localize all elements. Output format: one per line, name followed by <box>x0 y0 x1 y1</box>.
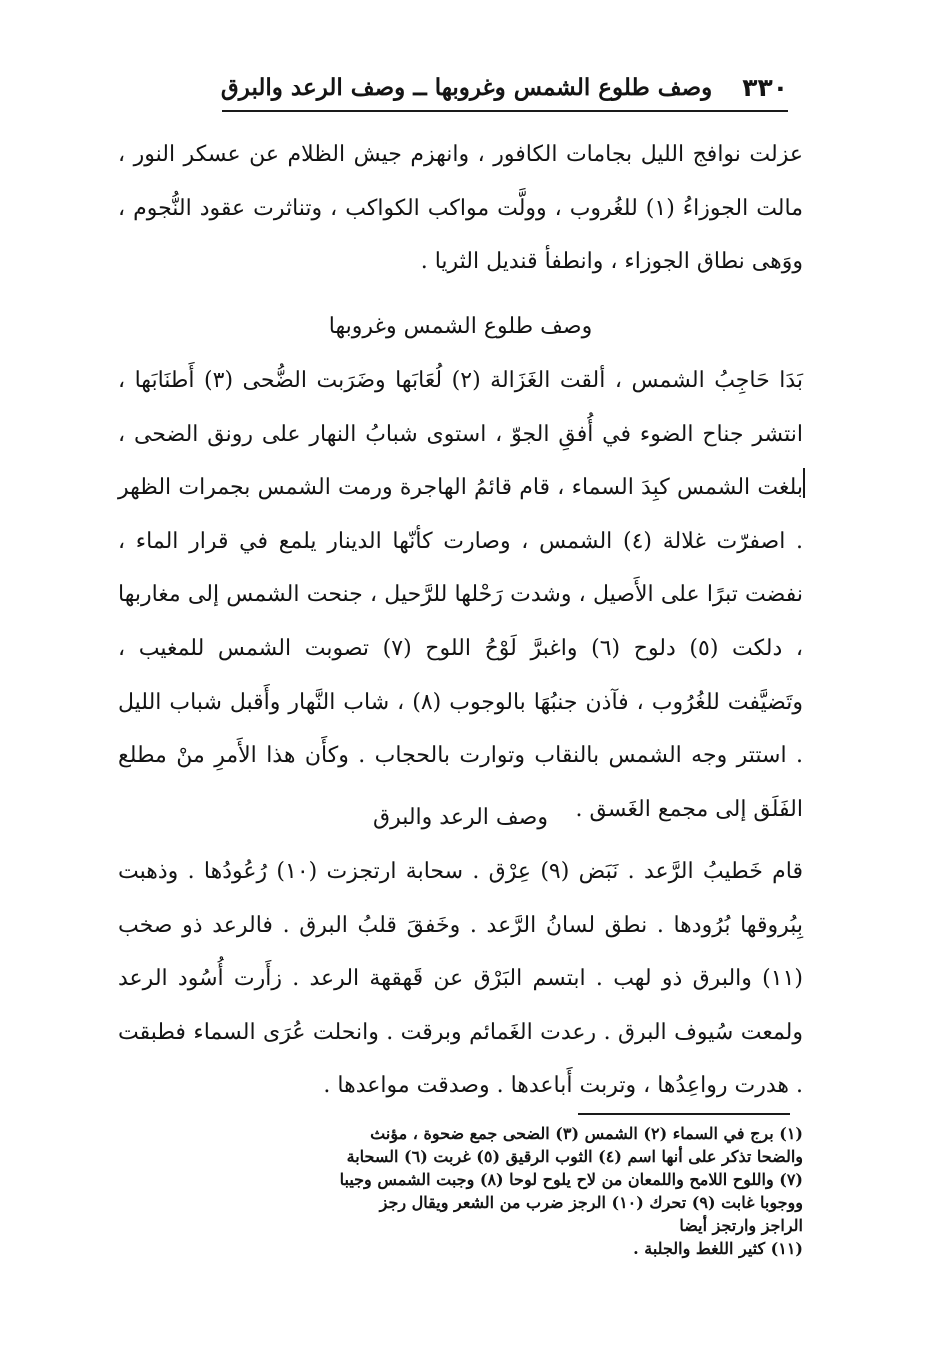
footnote-line: ووجوبا غابت (٩) تحرك (١٠) الرجز ضرب من الشعر ويقال رجز <box>379 1193 803 1212</box>
footnote-line: الراجز وارتجز أيضا <box>679 1216 803 1235</box>
page-number: ٣٣٠ <box>742 72 788 102</box>
footnote-rule <box>578 1113 790 1115</box>
footnotes <box>118 1122 803 1260</box>
section-heading-thunder: وصف الرعد والبرق <box>373 805 548 830</box>
margin-bracket-mark <box>803 468 805 498</box>
running-head-title: وصف طلوع الشمس وغروبها ــ وصف الرعد والبرق <box>220 73 713 101</box>
header-rule <box>222 110 788 112</box>
thunder-paragraph: قام خَطيبُ الرَّعد . نَبَض (٩) عِرْق . سحابة ارتجزت (١٠) رُعُودُها . وذهبت بِبُروقها بُرُودها . نطق لسانُ الرَّعد . وخَفقَ قلبُ البرق . فالرعد ذو صخب (١١) والبرق ذو لهب . ابتسم البَرْق عن قَهقهة الرعد . زأَرت أُسُود الرعد ولمعت سُيوف البرق . رعدت الغَمائم وبرقت . وانحلت عُرَى السماء فطبقت . هدرت رواعِدُها ، وتربت أَباعدها . وصدقت مواعدها . <box>118 859 803 1099</box>
footnote-line: (١١) كثير اللغط والجلبة . <box>633 1239 803 1258</box>
section-heading-sun: وصف طلوع الشمس وغروبها <box>328 314 593 339</box>
intro-paragraph: عزلت نوافج الليل بجامات الكافور ، وانهزم جيش الظلام عن عسكر النور ، مالت الجوزاءُ (١) للغُروب ، وولَّت مواكب الكواكب ، وتناثرت عقود النُّجوم ، ووَهى نطاق الجوزاء ، وانطفأ قنديل الثريا . <box>118 142 803 275</box>
running-head <box>222 68 788 106</box>
footnote-line: (٧) واللوح اللامح واللمعان من لاح يلوح لوحا (٨) وجبت الشمس وجيبا <box>339 1170 803 1189</box>
footnote-line: (١) برج في السماء (٢) الشمس (٣) الضحى جمع ضحوة ، مؤنث <box>370 1124 803 1143</box>
sun-paragraph: بَدَا حَاجِبُ الشمس ، ألقت الغَزَالة (٢) لُعَابَها وضَرَبت الضُّحى (٣) أَطنَابَها ، انتشر جناح الضوء في أُفقِ الجوّ ، استوى شبابُ النهار على رونق الضحى ، بلغت الشمس كبِدَ السماء ، قام قائمُ الهاجرة ورمت الشمس بجمرات الظهر . اصفرّت غلالة (٤) الشمس ، وصارت كأنّها الدينار يلمع في قرار الماء ، نفضت تبرًا على الأَصيل ، وشدت رَحْلها للرَّحيل ، جنحت الشمس إلى مغاربها ، دلكت (٥) دلوح (٦) واغبرَّ لَوْحُ اللوح (٧) تصوبت الشمس للمغيب ، وتَضيَّفت للغُرُوب ، فآذن جنبُهَا بالوجوب (٨) ، شاب النَّهار وأَقبل شباب الليل . استتر وجه الشمس بالنقاب وتوارت بالحجاب . وكأَن هذا الأَمرِ منْ مطلع الفَلَق إلى مجمع الغَسق . <box>118 368 804 822</box>
footnote-line: والضحا تذكر على أنها اسم (٤) الثوب الرقيق (٥) غربت (٦) السحابة <box>346 1147 803 1166</box>
